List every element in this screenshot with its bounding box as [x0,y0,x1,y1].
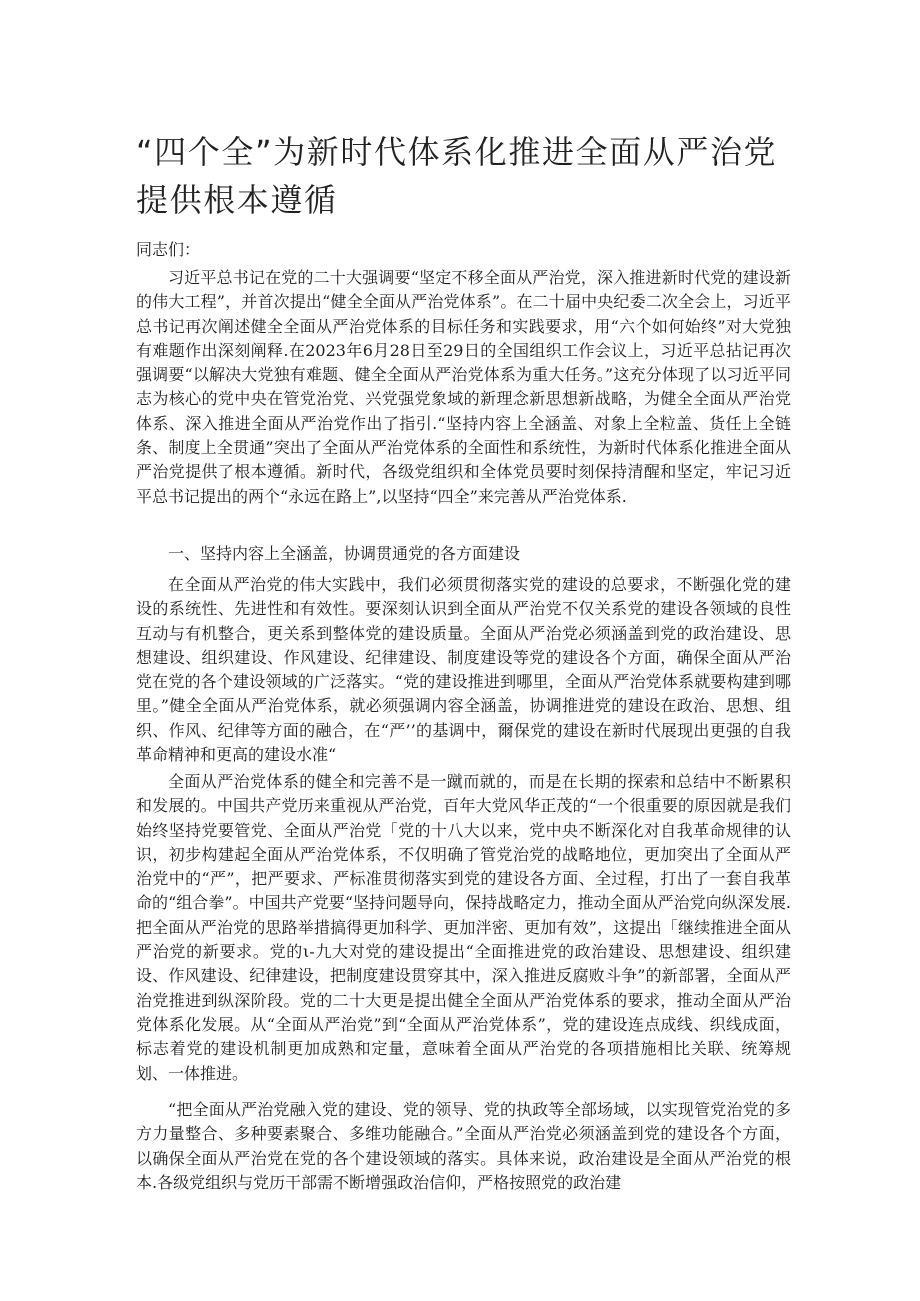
salutation: 同志们： [136,240,201,259]
paragraph-intro: 习近平总书记在党的二十大强调要“坚定不移全面从严治党，深入推进新时代党的建设新的伟大工程”，并首次提出“健全全面从严治党体系”。在二十届中央纪委二次全会上，习近平总书记再次阐述健全全面从严治党体系的目标任务和实践要求，用“六个如何始终”对大党独有难题作出深刻阐释.在2023年6月28日至29日的全国组织工作会议上，习近平总拈记再次强调要“以解决大党独有难题、健全全面从严治党体系为重大任务。”这充分体现了以习近平同志为核心的党中央在管党治党、兴党强党象域的新理念新思想新战略，为健全全面从严治党体系、深入推进全面从严治党作出了指引.“坚持内容上全涵盖、对象上全粒盖、货任上全链条、制度上全贯通”突出了全面从严治党体系的全面性和系统性，为新时代体系化推进全面从严治党提供了根本遵循。新时代，各级党组织和全体党员要时刻保持清醒和坚定，牢记习近平总书记提出的两个“永远在路上”,以坚持“四全”来完善从严治党体系. [136,268,791,506]
paragraph-history: 全面从严治党体系的健全和完善不是一蹴而就的，而是在长期的探索和总结中不断累积和发展的。中国共产党历来重视从严治党，百年大党风华正茂的“一个很重要的原因就是我们始终坚持党要管党、全面从严治党「党的十八大以来，党中央不断深化对自我革命规律的认识，初步构建起全面从严治党体系，不仅明确了管党治党的战略地位，更加突出了全面从严治党中的“严”，把严要求、严标准贯彻落实到党的建设各方面、全过程，打出了一套自我革命的“组合拳”。中国共产党要“坚持问题导向，保持战略定力，推动全面从严治党向纵深发展.把全面从严治党的思路举措搞得更加科学、更加泮密、更加有效”，这提出「继续推进全面从严治党的新要求。党的ι-九大对党的建设提出“全面推进党的政治建设、思想建设、组织建设、作风建设、纪律建设，把制度建设贯穿其中，深入推进反腐败斗争”的新部署，全面从严治党推进到纵深阶段。党的二十大更是提出健全全面从严治党体系的要求，推动全面从严治党体系化发展。从“全面从严治党”到“全面从严治党体系”，党的建设连点成线、织线成面，标志着党的建设机制更加成熟和定量，意味着全面从严治党的各项措施相比关联、统筹规划、一体推进。 [136,772,791,1083]
document-title: “四个全”为新时代体系化推进全面从严治党提供根本遵循 [136,133,778,219]
paragraph-section-1: 在全面从严治党的伟大实践中，我们必须贯彻落实党的建设的总要求，不断强化党的建设的系统性、先进性和有效性。要深刻认识到全面从严治党不仅关系党的建设各领域的良性互动与有机整合，更关系到整体党的建设质量。全面从严治党必须涵盖到党的政治建设、思想建设、组织建设、作风建设、纪律建设、制度建设等党的建设各个方面，确保全面从严治党在党的各个建设领域的广泛落实。“党的建设推进到哪里，全面从严治党体系就要构建到哪里。”健全全面从严治党体系，就必须强调内容全涵盖，协调推进党的建设在政治、思想、组织、作风、纪律等方面的融合，在“严’’的基调中，爾保党的建设在新时代展现出更强的自我革命精神和更高的建设水准“ [136,575,791,765]
section-heading-1: 一、坚持内容上全涵盖，协调贯通党的各方面建设 [168,544,521,563]
paragraph-integration: “把全面从严治党融入党的建设、党的领导、党的执政等全部场域，以实现管党治党的多方力量整合、多种要素聚合、多维功能融合。”全面从严治党必须涵盖到党的建设各个方面，以确保全面从严治党在党的各个建设领域的落实。具体来说，政治建设是全面从严治党的根本.各级党组织与党历干部需不断增强政治信仰，严格按照党的政治建 [136,1100,791,1192]
